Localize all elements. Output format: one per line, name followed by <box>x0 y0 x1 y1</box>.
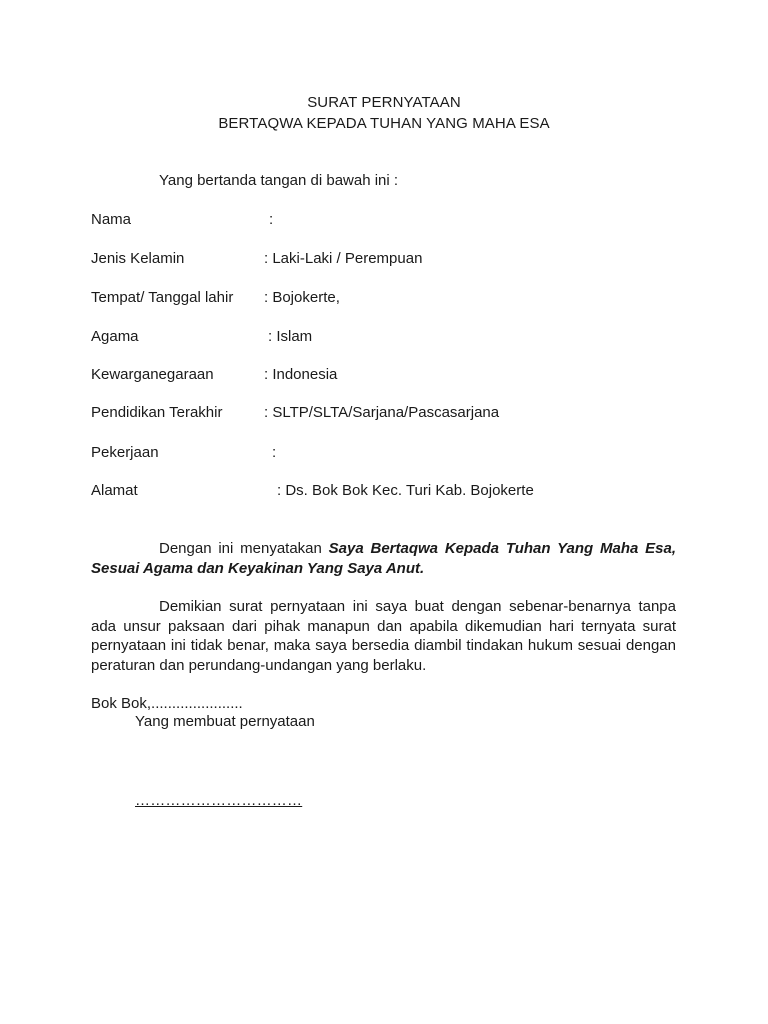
field-value-tempat-tanggal-lahir: : Bojokerte, <box>264 289 340 306</box>
field-label-jenis-kelamin: Jenis Kelamin <box>91 250 185 267</box>
field-value-pekerjaan: : <box>272 444 277 461</box>
field-value-agama: : Islam <box>268 328 313 345</box>
declaration-statement-religion: Sesuai Agama dan Keyakinan Yang Saya Anut. <box>91 559 425 577</box>
document-title: SURAT PERNYATAAN <box>307 94 461 111</box>
field-label-nama: Nama <box>91 211 132 228</box>
declaration-statement-faith: Saya Bertaqwa Kepada Tuhan Yang Maha Esa <box>328 540 672 557</box>
field-value-pendidikan-terakhir: : SLTP/SLTA/Sarjana/Pascasarjana <box>264 404 500 421</box>
place-date: Bok Bok,...................... <box>91 695 243 712</box>
signature-line: …………………………… <box>135 792 303 809</box>
field-label-tempat-tanggal-lahir: Tempat/ Tanggal lahir <box>91 289 234 306</box>
closing-paragraph-text: Demikian surat pernyataan ini saya buat dengan sebenar-benarnya tanpa ada unsur paksaan dari pihak manapun dan apabila dikemudian hari ternyata surat pernyataan ini tidak benar, maka saya bersedia diambil tindakan hukum sesuai dengan peraturan dan perundang-undangan yang berlaku. <box>91 598 676 674</box>
field-label-agama: Agama <box>91 328 139 345</box>
closing-paragraph <box>91 597 676 675</box>
field-value-jenis-kelamin: : Laki-Laki / Perempuan <box>264 250 423 267</box>
field-label-pekerjaan: Pekerjaan <box>91 444 159 461</box>
declaration-separator: , <box>671 540 676 557</box>
declaration-lead: Dengan ini menyatakan <box>159 540 329 557</box>
field-value-kewarganegaraan: : Indonesia <box>264 366 338 383</box>
field-value-alamat: : Ds. Bok Bok Kec. Turi Kab. Bojokerte <box>277 482 534 499</box>
field-label-pendidikan-terakhir: Pendidikan Terakhir <box>91 404 223 421</box>
field-value-nama: : <box>269 211 274 228</box>
signer-label: Yang membuat pernyataan <box>135 713 315 730</box>
field-label-alamat: Alamat <box>91 482 138 499</box>
field-label-kewarganegaraan: Kewarganegaraan <box>91 366 214 383</box>
intro-text: Yang bertanda tangan di bawah ini : <box>159 172 399 189</box>
document-subtitle: BERTAQWA KEPADA TUHAN YANG MAHA ESA <box>218 115 550 132</box>
declaration-paragraph <box>91 539 676 578</box>
